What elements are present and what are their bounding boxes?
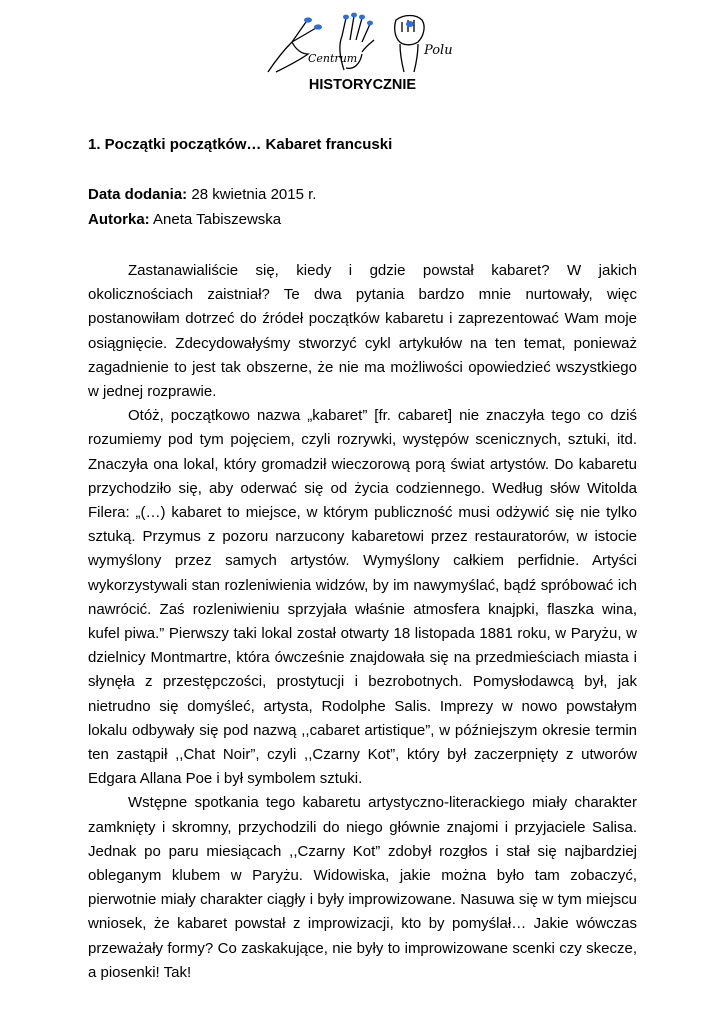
author-value: Aneta Tabiszewska — [153, 211, 282, 228]
fingertip-mark — [343, 15, 349, 20]
fingertip-mark — [367, 21, 373, 26]
logo-script-polu: Polu — [424, 43, 453, 58]
date-value: 28 kwietnia 2015 r. — [191, 186, 317, 203]
article-body — [88, 259, 637, 985]
fingertip-mark — [351, 13, 357, 18]
paragraph: Wstępne spotkania tego kabaretu artystyczno-literackiego miały charakter zamknięty i skromny, przychodzili do niego głównie znajomi i przyjaciele Salisa. Jednak po paru miesiącach ,,Czarny Kot” zdobył rozgłos i stał się najbardziej obleganym klubem w Paryżu. Widowiska, jakie można było tam zobaczyć, pierwotnie miały charakter ciągły i były improwizowane. Nasuwa się w tym miejscu wniosek, że kabaret powstał z improwizacji, kto by pomyślał… Jakie wówczas przeważały formy? Co zaskakujące, nie były to improwizowane scenki czy skecze, a piosenki! Tak! — [88, 794, 637, 981]
fingertip-mark — [406, 21, 414, 27]
hands-logo — [262, 10, 462, 78]
author-label: Autorka: — [88, 211, 150, 228]
paragraph: Zastanawialiście się, kiedy i gdzie powstał kabaret? W jakich okolicznościach zaistniał? Te dwa pytania bardzo mnie nurtowały, więc postanowiłam dotrzeć do źródeł początków kabaretu i zaprezentować Wam moje osiągnięcie. Zdecydowałyśmy stworzyć cykl artykułów na ten temat, ponieważ zagadnienie to jest tak obszerne, że nie ma możliwości opowiedzieć wszystkiego w jednej rozprawie. — [88, 262, 637, 401]
fingertip-mark — [304, 17, 312, 22]
paragraph: Otóż, początkowo nazwa „kabaret” [fr. cabaret] nie znaczyła tego co dziś rozumiemy pod tym pojęciem, czyli rozrywki, występów scenicznych, sztuki, itd. Znaczyła ona lokal, który gromadził wieczorową porą świat artystów. Do kabaretu przychodziło się, aby oderwać się od życia codziennego. Według słów Witolda Filera: „(…) kabaret to miejsce, w którym publiczność musi odżywić się nie tylko sztuką. Przymus z pozoru narzucony kabaretowi przez restauratorów, w istocie wymyślony przez samych artystów. Wymyślony całkiem perfidnie. Artyści wykorzystywali stan rozleniwienia widzów, by im nawymyślać, bądź spróbować ich nawrócić. Zaś rozleniwieniu sprzyjała właśnie atmosfera knajpki, flaszka wina, kufel piwa.” Pierwszy taki lokal został otwarty 18 listopada 1881 roku, w Paryżu, w dzielnicy Montmartre, która ówcześnie znajdowała się na przedmieściach miasta i słynęła z przestępczości, prostytucji i bezrobotnych. Pomysłodawcą był, jak nietrudno się domyśleć, artysta, Rodolphe Salis. Imprezy w nowo powstałym lokalu odbywały się pod nazwą ,,cabaret artistique”, w późniejszym okresie termin ten zastąpił ,,Chat Noir”, czyli ,,Czarny Kot”, który był zaczerpnięty z utworów Edgara Allana Poe i był symbolem sztuki. — [88, 407, 637, 788]
date-row — [88, 186, 316, 203]
fingertip-mark — [359, 15, 365, 20]
page-heading: HISTORYCZNIE — [308, 77, 417, 93]
fingertip-mark — [314, 24, 322, 29]
logo-script-centrum: Centrum — [308, 52, 358, 65]
author-row — [88, 211, 281, 228]
article-title: 1. Początki początków… Kabaret francuski — [88, 136, 393, 153]
date-label: Data dodania: — [88, 186, 188, 203]
